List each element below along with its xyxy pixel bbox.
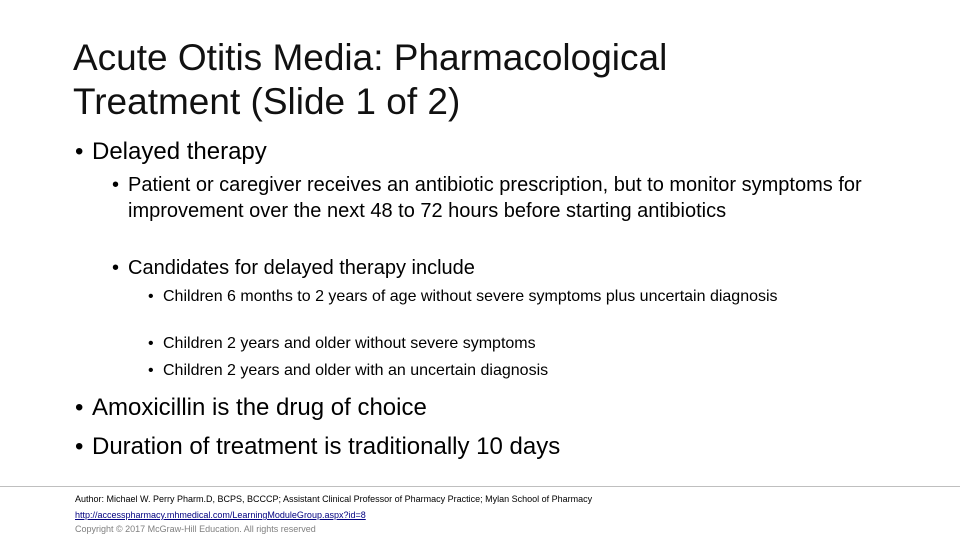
bullet-text: Children 6 months to 2 years of age without severe symptoms plus uncertain diagnosis xyxy=(163,288,778,305)
bullet-text: Amoxicillin is the drug of choice xyxy=(92,394,427,421)
bullet-text: Duration of treatment is traditionally 10 days xyxy=(92,433,561,460)
slide-title-line-1: Acute Otitis Media: Pharmacological xyxy=(73,37,668,78)
bullet-amoxicillin xyxy=(75,394,935,422)
bullet-text: Delayed therapy xyxy=(92,138,267,165)
bullet-candidate-3 xyxy=(148,360,858,382)
bullet-candidates xyxy=(112,255,892,281)
bullet-duration xyxy=(75,433,935,461)
bullet-dot: • xyxy=(148,288,154,305)
bullet-dot: • xyxy=(112,174,120,196)
bullet-dot: • xyxy=(148,335,154,352)
bullet-candidate-2 xyxy=(148,333,858,355)
slide-title xyxy=(73,36,933,124)
bullet-text: Candidates for delayed therapy include xyxy=(128,257,475,279)
bullet-dot: • xyxy=(112,257,120,279)
footer-copyright: Copyright © 2017 McGraw-Hill Education. All rights reserved xyxy=(75,524,316,534)
bullet-candidate-1 xyxy=(148,286,858,308)
footer-link[interactable]: http://accesspharmacy.mhmedical.com/LearningModuleGroup.aspx?id=8 xyxy=(75,510,366,520)
bullet-text: Children 2 years and older with an uncertain diagnosis xyxy=(163,362,549,379)
bullet-text: Children 2 years and older without severe symptoms xyxy=(163,335,536,352)
bullet-dot: • xyxy=(75,394,84,421)
bullet-dot: • xyxy=(75,433,84,460)
bullet-text: Patient or caregiver receives an antibiotic prescription, but to monitor symptoms for improvement over the next 48 to 72 hours before starting antibiotics xyxy=(128,174,862,222)
footer-author: Author: Michael W. Perry Pharm.D, BCPS, BCCCP; Assistant Clinical Professor of Pharmacy Practice; Mylan School of Pharmacy xyxy=(75,494,593,504)
bullet-patient-prescription xyxy=(112,172,892,224)
footer-divider xyxy=(0,486,960,487)
bullet-dot: • xyxy=(75,138,84,165)
bullet-delayed-therapy xyxy=(75,138,935,166)
bullet-dot: • xyxy=(148,362,154,379)
slide-title-line-2: Treatment (Slide 1 of 2) xyxy=(73,81,461,122)
